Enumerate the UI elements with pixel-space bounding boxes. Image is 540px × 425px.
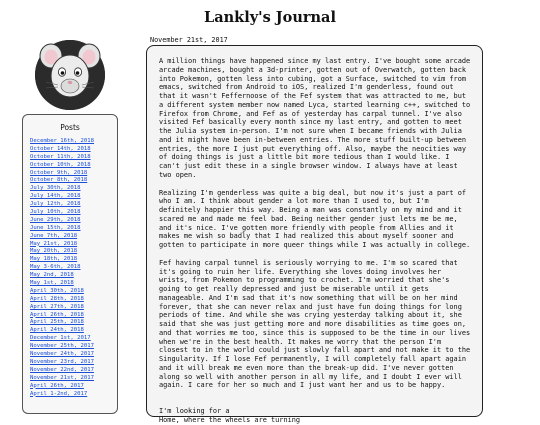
post-link[interactable]: May 3-6th, 2018: [30, 264, 81, 271]
post-link[interactable]: July 10th, 2018: [30, 209, 81, 216]
mouse-avatar-icon: [35, 40, 105, 110]
post-link[interactable]: July 12th, 2018: [30, 201, 81, 208]
list-item: [30, 343, 117, 351]
post-link[interactable]: June 29th, 2018: [30, 216, 81, 223]
list-item: [30, 233, 117, 241]
post-link[interactable]: April 25th, 2018: [30, 319, 84, 326]
list-item: [30, 304, 117, 312]
list-item: [30, 170, 117, 178]
list-item: [30, 272, 117, 280]
list-item: [30, 319, 117, 327]
list-item: [30, 162, 117, 170]
list-item: [30, 335, 117, 343]
list-item: [30, 264, 117, 272]
posts-list: [23, 138, 117, 398]
post-link[interactable]: December 1st, 2017: [30, 335, 91, 342]
post-link[interactable]: October 9th, 2018: [30, 169, 88, 176]
post-link[interactable]: May 20th, 2018: [30, 248, 78, 255]
list-item: [30, 154, 117, 162]
post-link[interactable]: November 21st, 2017: [30, 374, 94, 381]
post-link[interactable]: May 1st, 2018: [30, 280, 74, 287]
list-item: [30, 288, 117, 296]
list-item: [30, 359, 117, 367]
post-link[interactable]: June 15th, 2018: [30, 224, 81, 231]
list-item: [30, 312, 117, 320]
list-item: [30, 375, 117, 383]
post-link[interactable]: May 2nd, 2018: [30, 272, 74, 279]
list-item: [30, 383, 117, 391]
post-link[interactable]: November 23rd, 2017: [30, 358, 94, 365]
post-link[interactable]: April 28th, 2018: [30, 295, 84, 302]
list-item: [30, 351, 117, 359]
posts-heading: Posts: [60, 123, 80, 132]
post-link[interactable]: October 8th, 2018: [30, 177, 88, 184]
post-link[interactable]: October 14th, 2018: [30, 145, 91, 152]
post-link[interactable]: April 24th, 2018: [30, 327, 84, 334]
post-link[interactable]: May 18th, 2018: [30, 256, 78, 263]
site-title: Lankly's Journal: [204, 9, 336, 26]
post-link[interactable]: April 1-2nd, 2017: [30, 390, 88, 397]
list-item: [30, 256, 117, 264]
post-paragraph: Fef having carpal tunnel is seriously worrying to me. I'm so scared that it's going to ruin her life. Everything she loves doing involves her wrists, from Pokemon to programming to crochet. I'm worried that she's going to get really depressed and just be miserable until it gets manageable. And I'm sad that it's now something that will be on her mind forever, that she can never relax and just have fun doing things for long periods of time. And while she was crying yesterday talking about it, she said that she was just getting more and more disabilities as time goes on, and that worries me too, since this is supposed to be the time in our lives when we're in the best health. It makes me worry that the person I'm closest to in the world could just slowly fall apart and not make it to the Singularity. If I lose Fef permanently, I will completely fall apart again and it will break me even more than the break-up did. I've never gotten along so well with another person in all my life, and I doubt I ever will again. I care for her so much and I just want her and us to be happy.: [159, 258, 471, 390]
list-item: [30, 193, 117, 201]
post-link[interactable]: November 22nd, 2017: [30, 366, 94, 373]
list-item: [30, 185, 117, 193]
avatar: [35, 40, 105, 110]
post-link[interactable]: April 27th, 2018: [30, 303, 84, 310]
quote-line: Home, where the wheels are turning: [159, 415, 301, 424]
post-link[interactable]: October 11th, 2018: [30, 153, 91, 160]
list-item: [30, 391, 117, 399]
list-item: [30, 296, 117, 304]
post-paragraph: A million things have happened since my last entry. I've bought some arcade arcade machines, bought a 3d-printer, gotten out of Overwatch, gotten back into Pokemon, gotten less into cubing, got a Surface, switched to vim from emacs, switched from Android to iOS, realized I'm genderless, found out that it wasn't Feffernoose of the Fef system that was attracted to me, but a different system member now named Lyca, started learning c++, switched to Firefox from Chrome, and Fef as of yesterday has carpal tunnel. I've also visited Fef basically every month since my last entry, and gotten to meet the Julia system in-person. I'm not sure when I became friends with Julia and it might have been in-between entries. The more stuff built-up between entries, the more I just put everything off. Also, maybe the neocities way of doing things is just a little bit more tedious than I would like. I can't just edit these in a single browser window. I always have at least two open.: [159, 57, 471, 179]
post-link[interactable]: April 26th, 2018: [30, 311, 84, 318]
list-item: [30, 146, 117, 154]
list-item: [30, 217, 117, 225]
list-item: [30, 248, 117, 256]
posts-sidebar: [22, 114, 118, 414]
list-item: [30, 225, 117, 233]
post-link[interactable]: December 16th, 2018: [30, 138, 94, 144]
post-content: [146, 45, 483, 424]
list-item: [30, 209, 117, 217]
post-link[interactable]: June 7th, 2018: [30, 232, 78, 239]
list-item: [30, 138, 117, 146]
post-link[interactable]: July 30th, 2018: [30, 185, 81, 192]
post-link[interactable]: May 21st, 2018: [30, 240, 78, 247]
list-item: [30, 367, 117, 375]
list-item: [30, 327, 117, 335]
quote-line: I'm looking for a: [159, 407, 230, 415]
list-item: [30, 177, 117, 185]
post-link[interactable]: November 24th, 2017: [30, 351, 94, 358]
post-date: November 21st, 2017: [150, 36, 228, 44]
list-item: [30, 241, 117, 249]
post-link[interactable]: April 26th, 2017: [30, 382, 84, 389]
post-link[interactable]: April 30th, 2018: [30, 287, 84, 294]
post-link[interactable]: July 14th, 2018: [30, 193, 81, 200]
post-link[interactable]: November 25th, 2017: [30, 343, 94, 350]
list-item: [30, 280, 117, 288]
list-item: [30, 201, 117, 209]
post-link[interactable]: October 10th, 2018: [30, 161, 91, 168]
post-paragraph: Realizing I'm genderless was quite a big deal, but now it's just a part of who I am. I think about gender a lot more than I used to, but I'm definitely happier this way. Being a man was constantly on my mind and it scared me and made me feel bad. Being neither gender just lets me be me, and it's nice. I've gotten more friendly with people from Allies and it makes me wish so badly that I had realized this about myself sooner and gotten to participate in more queer things while I was actually in college.: [159, 188, 471, 249]
